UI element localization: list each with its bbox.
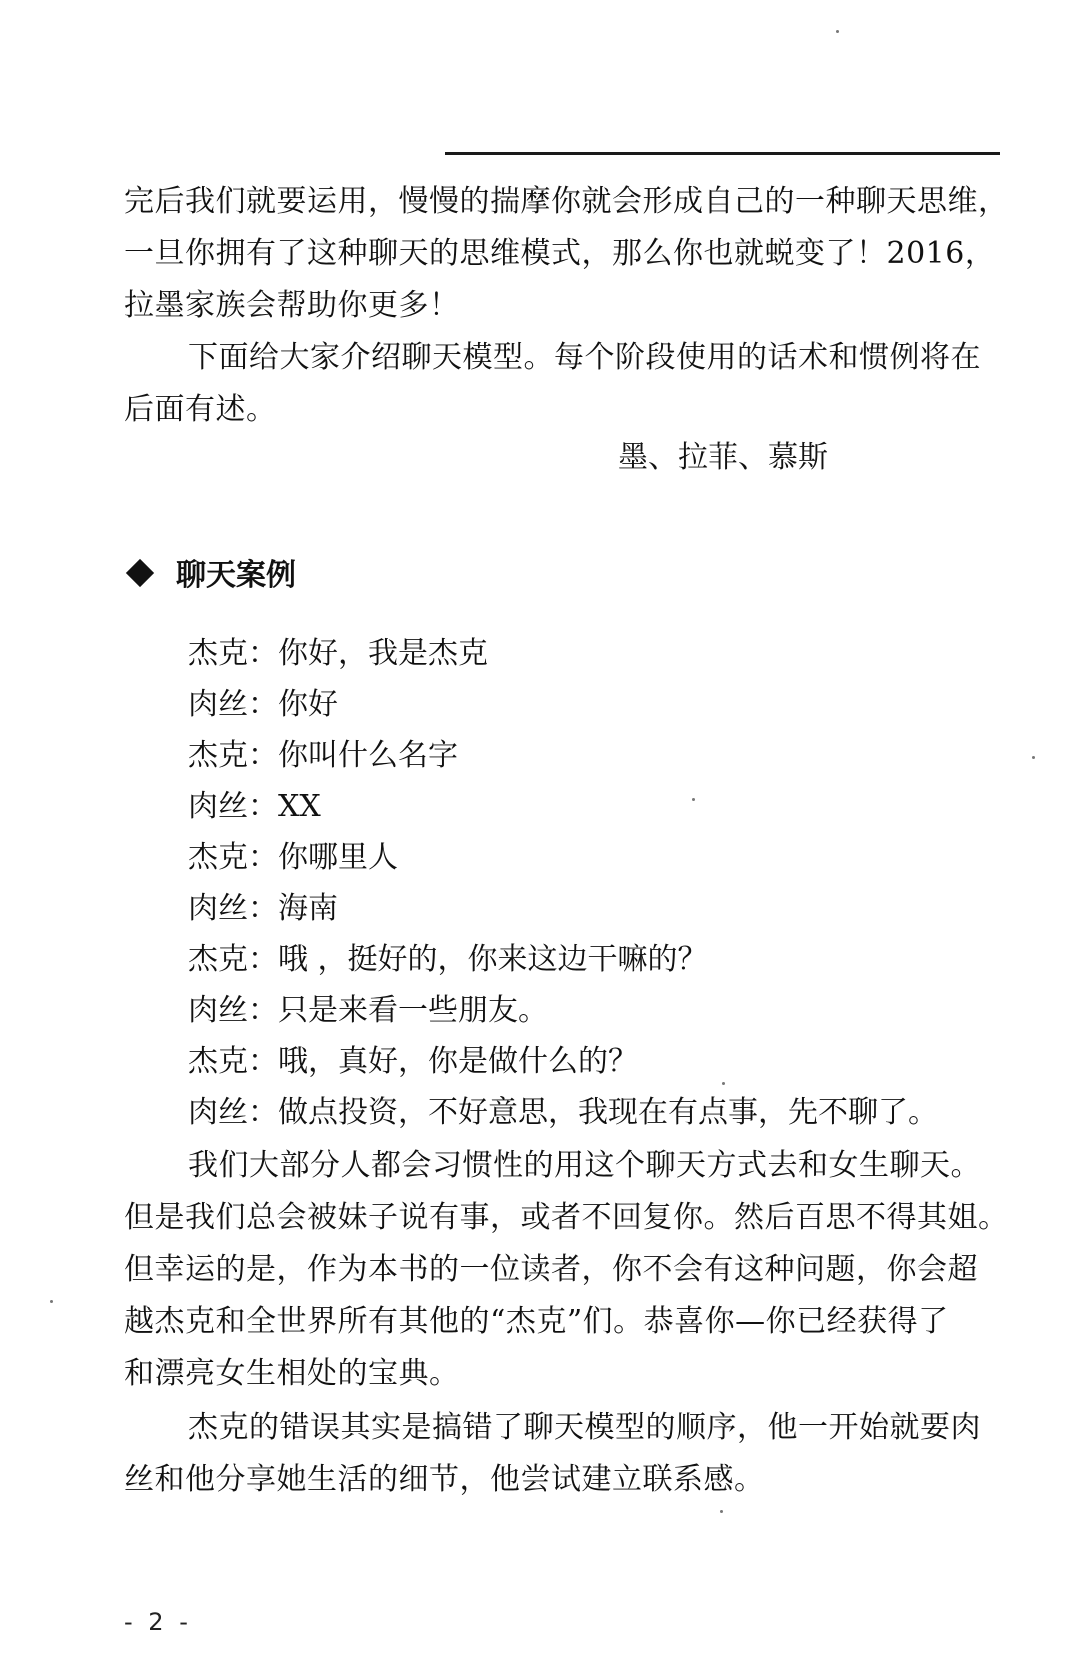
- section-heading-text: 聊天案例: [176, 558, 296, 593]
- section-heading: [124, 556, 296, 596]
- paragraph-line: 下面给大家介绍聊天模型。每个阶段使用的话术和惯例将在: [188, 340, 981, 375]
- page-number: - 2 -: [124, 1608, 192, 1636]
- scan-speck: [1032, 756, 1035, 759]
- top-paragraph: [124, 176, 1009, 332]
- paragraph-line: 但是我们总会被妹子说有事，或者不回复你。然后百思不得其姐。: [124, 1200, 1009, 1235]
- dialog-line: 杰克：你叫什么名字: [188, 738, 458, 773]
- dialog-line: 杰克：你哪里人: [188, 840, 398, 875]
- paragraph-line: 拉墨家族会帮助你更多！: [124, 288, 460, 323]
- dialog-line: 杰克：哦，真好，你是做什么的？: [188, 1044, 638, 1079]
- dialog-example: [188, 628, 998, 1138]
- dialog-line: 肉丝：做点投资，不好意思，我现在有点事，先不聊了。: [188, 1095, 938, 1130]
- paragraph-line: 越杰克和全世界所有其他的“杰克”们。恭喜你—你已经获得了: [124, 1304, 949, 1339]
- dialog-line: 肉丝：海南: [188, 891, 338, 926]
- dialog-line: 肉丝：你好: [188, 687, 338, 722]
- paragraph-line: 后面有述。: [124, 392, 277, 427]
- scan-speck: [50, 1300, 53, 1303]
- paragraph-line: 一旦你拥有了这种聊天的思维模式，那么你也就蜕变了！2016，: [124, 236, 996, 271]
- paragraph-line: 杰克的错误其实是搞错了聊天模型的顺序，他一开始就要肉: [188, 1410, 981, 1445]
- paragraph-line: 完后我们就要运用，慢慢的揣摩你就会形成自己的一种聊天思维，: [124, 184, 1009, 219]
- conclusion-paragraph: [124, 1402, 999, 1506]
- scan-speck: [692, 798, 695, 801]
- intro-paragraph: [124, 332, 999, 436]
- diamond-bullet-icon: [126, 559, 154, 587]
- dialog-line: 肉丝：XX: [188, 789, 321, 824]
- scan-speck: [720, 1510, 723, 1513]
- scan-speck: [722, 1082, 725, 1085]
- dialog-line: 杰克：你好，我是杰克: [188, 636, 488, 671]
- paragraph-line: 但幸运的是，作为本书的一位读者，你不会有这种问题，你会超: [124, 1252, 978, 1287]
- paragraph-line: 丝和他分享她生活的细节，他尝试建立联系感。: [124, 1462, 765, 1497]
- dialog-line: 肉丝：只是来看一些朋友。: [188, 993, 548, 1028]
- scan-speck: [836, 30, 839, 33]
- paragraph-line: 我们大部分人都会习惯性的用这个聊天方式去和女生聊天。: [188, 1148, 981, 1183]
- signature: 墨、拉菲、慕斯: [618, 440, 828, 475]
- header-rule: [445, 152, 1000, 155]
- dialog-line: 杰克：哦 ，挺好的，你来这边干嘛的？: [188, 942, 708, 977]
- analysis-paragraph: [124, 1140, 1009, 1400]
- paragraph-line: 和漂亮女生相处的宝典。: [124, 1356, 460, 1391]
